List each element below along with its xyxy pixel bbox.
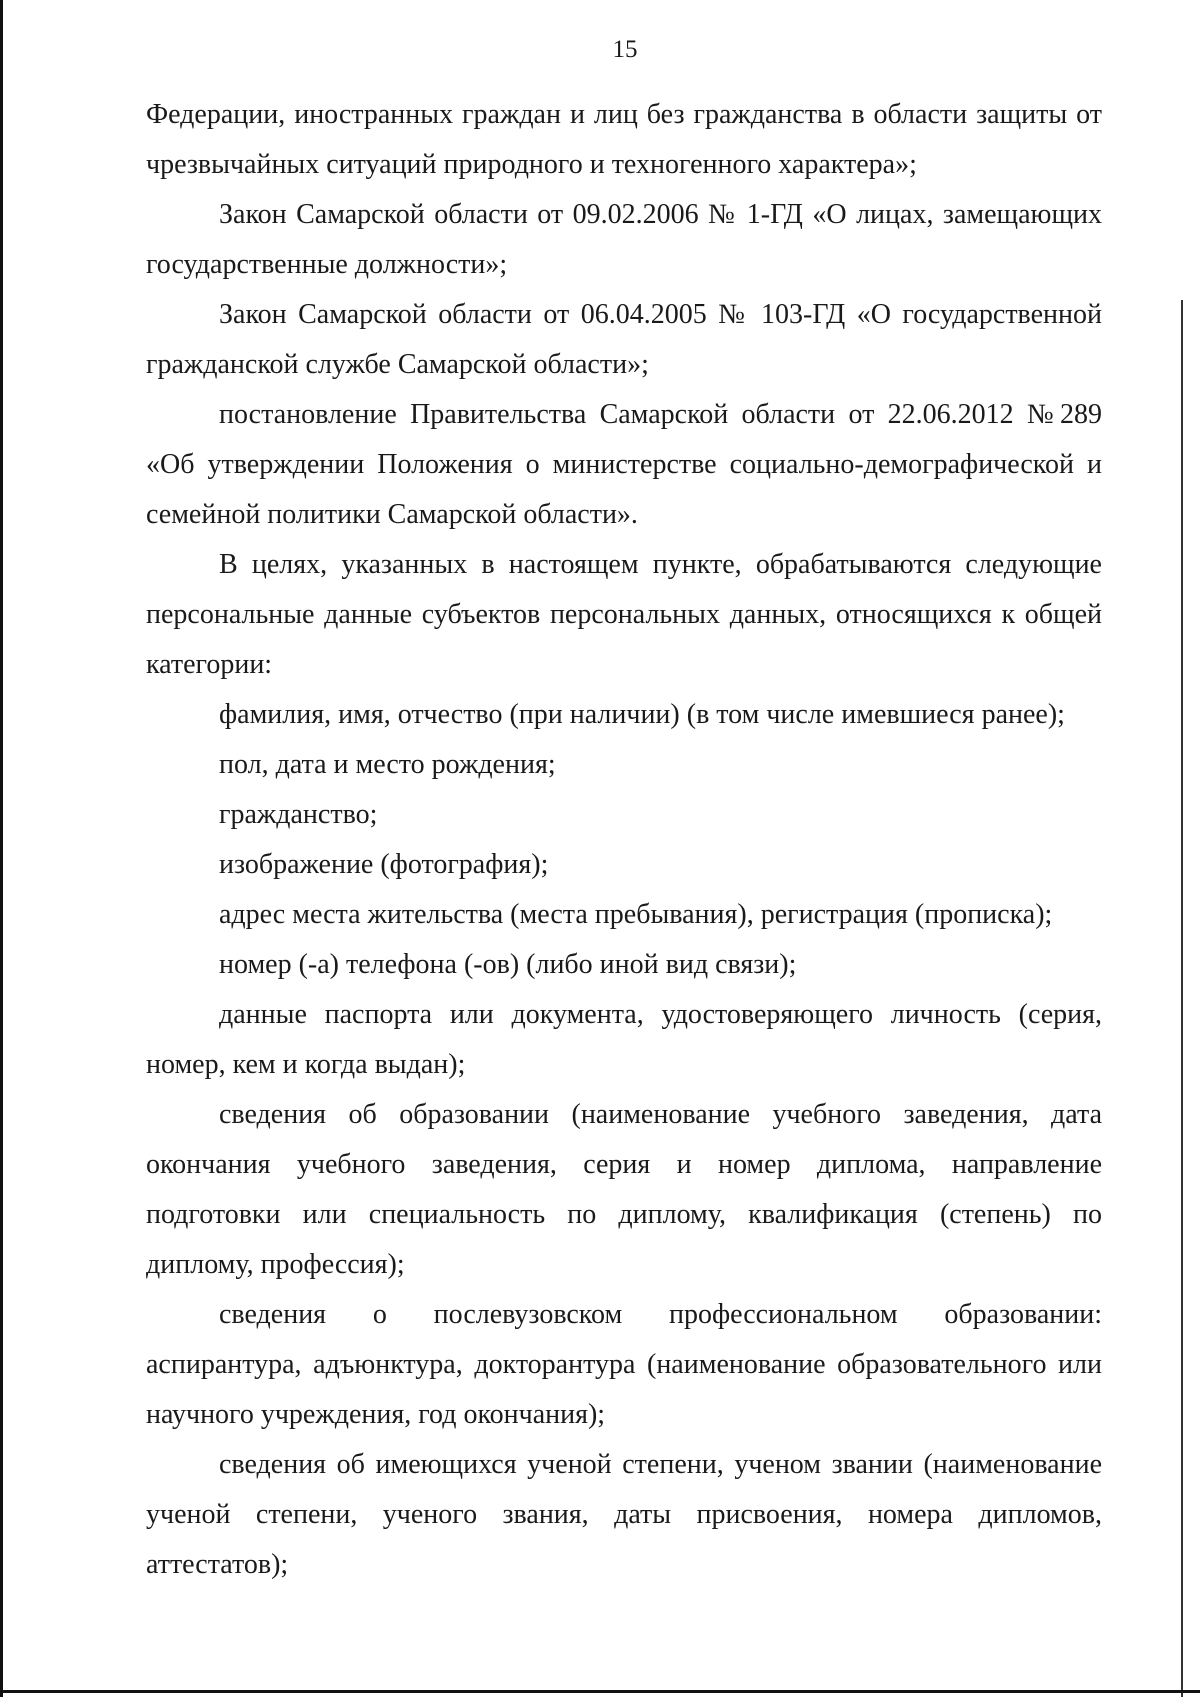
paragraph-resolution-289: постановление Правительства Самарской области от 22.06.2012 №289 «Об утверждении Положения о министерстве социально-демографической и семейной политики Самарской области».: [146, 399, 1102, 530]
paragraph-law-1-gd: Закон Самарской области от 09.02.2006 № 1-ГД «О лицах, замещающих государственные должности»;: [146, 199, 1102, 280]
scan-edge-left: [0, 0, 3, 1697]
list-item-photo: изображение (фотография);: [219, 849, 549, 880]
paragraph-purpose-intro: В целях, указанных в настоящем пункте, обрабатываются следующие персональные данные субъектов персональных данных, относящихся к общей категории:: [146, 549, 1102, 680]
page-number: 15: [612, 36, 638, 63]
list-item-sex-birth: пол, дата и место рождения;: [219, 749, 556, 780]
list-item-address: адрес места жительства (места пребывания), регистрация (прописка);: [219, 899, 1053, 930]
list-item-passport: данные паспорта или документа, удостоверяющего личность (серия, номер, кем и когда выдан);: [146, 999, 1102, 1080]
list-item-academic-degree: сведения об имеющихся ученой степени, ученом звании (наименование ученой степени, ученого звания, даты присвоения, номера дипломов, аттестатов);: [146, 1449, 1102, 1580]
list-item-phone: номер (-а) телефона (-ов) (либо иной вид связи);: [219, 949, 797, 980]
scan-edge-bottom: [0, 1690, 1200, 1693]
paragraph-federation-continuation: Федерации, иностранных граждан и лиц без гражданства в области защиты от чрезвычайных ситуаций природного и техногенного характера»;: [146, 99, 1102, 180]
list-item-education: сведения об образовании (наименование учебного заведения, дата окончания учебного заведения, серия и номер диплома, направление подготовки или специальность по диплому, квалификация (степень) по диплому, профессия);: [146, 1099, 1102, 1280]
scan-edge-right: [1181, 300, 1183, 1697]
document-body: [146, 90, 1102, 1590]
list-item-full-name: фамилия, имя, отчество (при наличии) (в том числе имевшиеся ранее);: [219, 699, 1065, 730]
paragraph-law-103-gd: Закон Самарской области от 06.04.2005 № 103-ГД «О государственной гражданской службе Самарской области»;: [146, 299, 1102, 380]
list-item-citizenship: гражданство;: [219, 799, 378, 830]
list-item-postgraduate: сведения о послевузовском профессиональном образовании: аспирантура, адъюнктура, докторантура (наименование образовательного или научного учреждения, год окончания);: [146, 1299, 1102, 1430]
